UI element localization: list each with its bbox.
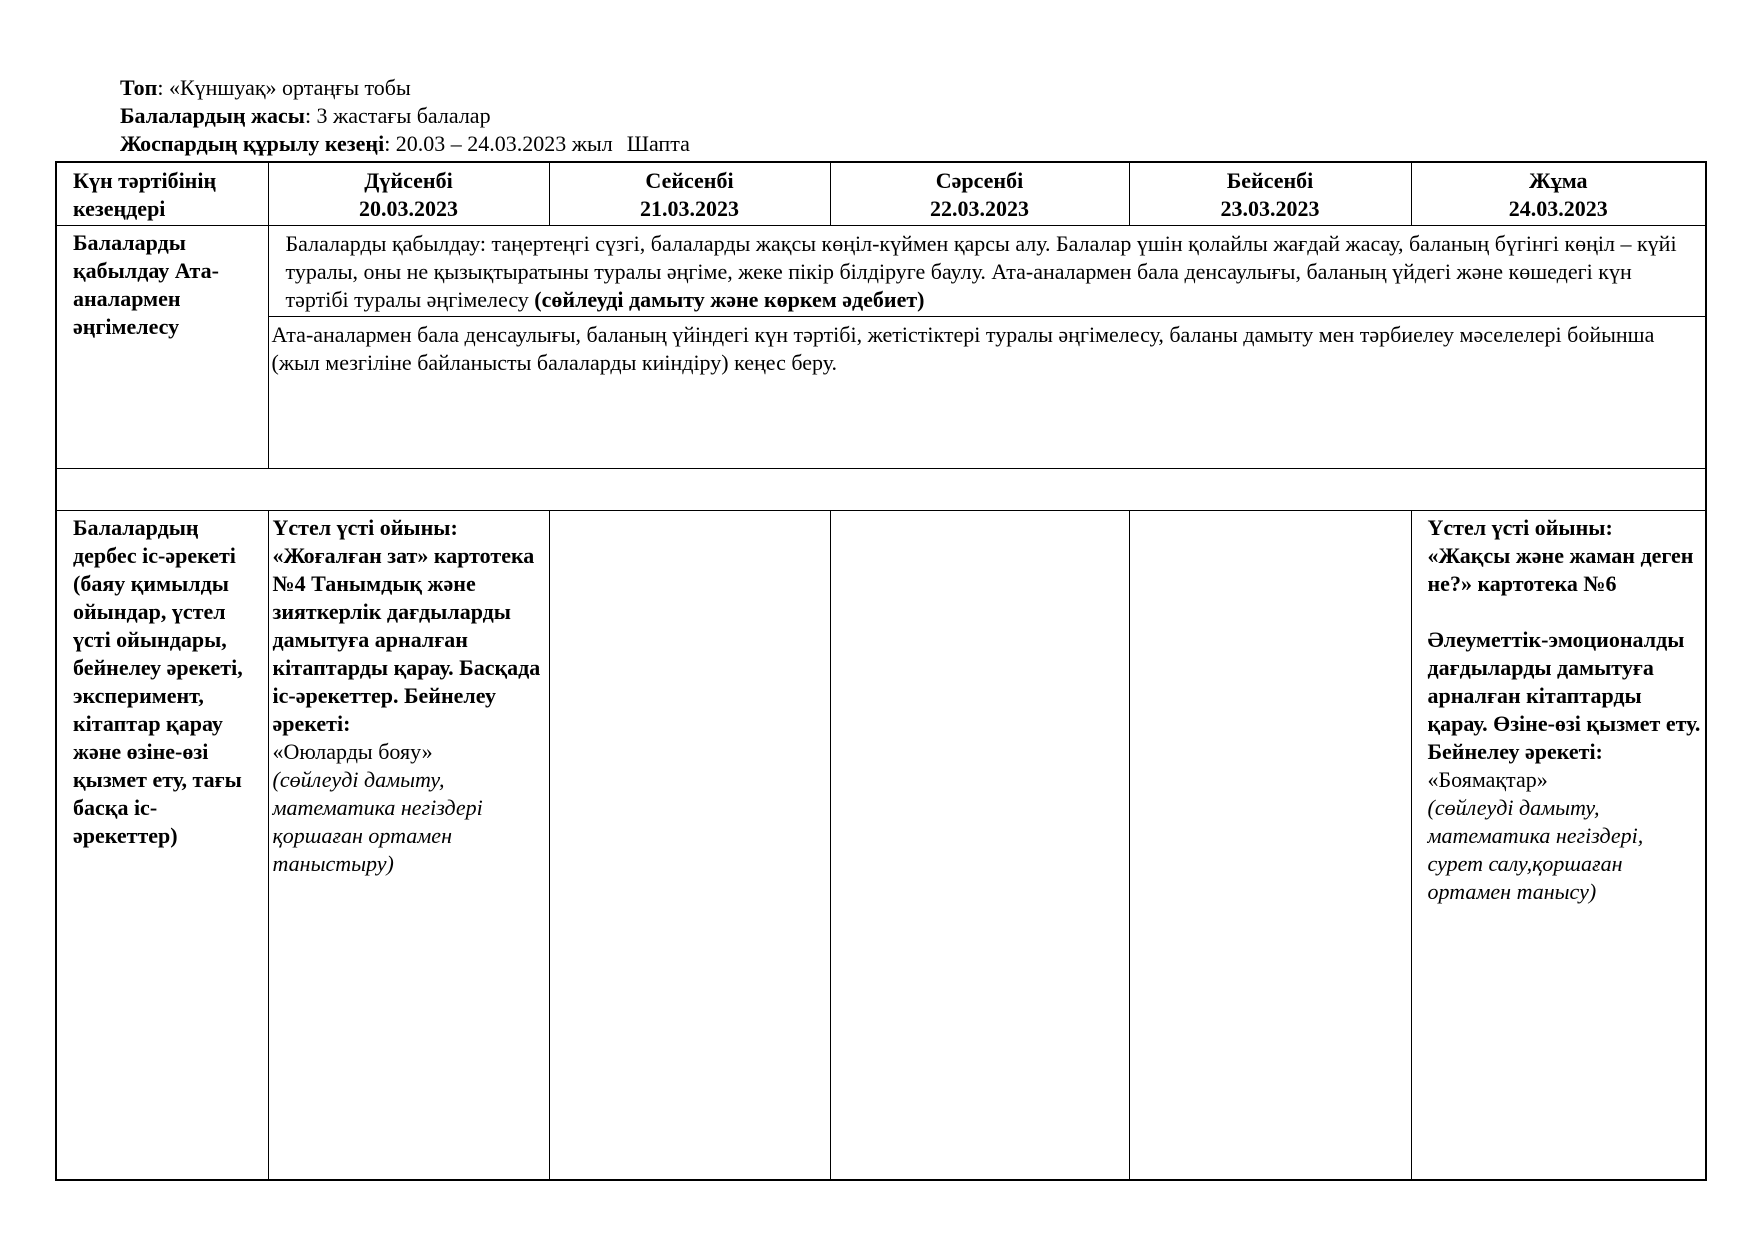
activity-label: Балалардың дербес іс-әрекеті (баяу қимылды ойындар, үстел үсті ойындары, бейнелеу әрекеті, эксперимент, кітаптар қарау және өзіне-өзі қызмет ету, тағы басқа іс-әрекеттер) [56,511,268,1180]
group-value: : «Күншуақ» ортаңғы тобы [157,75,411,100]
age-value: : 3 жастағы балалар [304,103,491,128]
reception-text-a: Балаларды қабылдау: таңертеңгі сүзгі, балаларды жақсы көңіл-күймен қарсы алу. Балалар үшін қолайлы жағдай жасау, баланың бүгінгі көңіл – күйі туралы, оны не қызықтыратыны туралы әңгіме, жеке пікір білдіруге баулу. Ата-аналармен бала денсаулығы, баланың үйдегі және көшедегі күн тәртібі туралы әңгімелесу (сөйлеуді дамыту және көркем әдебиет) [269,226,1706,317]
day-header-tuesday: Сейсенбі 21.03.2023 [549,162,830,226]
day-header-friday: Жұма 24.03.2023 [1411,162,1706,226]
reception-content [268,226,1706,469]
reception-row [56,226,1706,469]
activity-tuesday [549,511,830,1180]
period-value: : 20.03 – 24.03.2023 жыл [384,131,613,156]
teacher-name: Шапта [626,131,690,156]
period-label: Жоспардың құрылу кезеңі [120,131,385,156]
age-label: Балалардың жасы [120,103,305,128]
weekly-plan-table [55,161,1707,1181]
activity-thursday [1129,511,1411,1180]
activity-wednesday [830,511,1129,1180]
day-header-monday: Дүйсенбі 20.03.2023 [268,162,549,226]
group-line [120,74,690,102]
activity-row [56,511,1706,1180]
day-header-thursday: Бейсенбі 23.03.2023 [1129,162,1411,226]
spacer-cell [56,469,1706,511]
period-line [120,130,690,158]
activity-friday: Үстел үсті ойыны: «Жақсы және жаман деген не?» картотека №6 Әлеуметтік-эмоционалды дағдыларды дамытуға арналған кітаптарды қарау. Өзіне-өзі қызмет ету. Бейнелеу әрекеті: «Боямақтар» (сөйлеуді дамыту, математика негіздері, сурет салу,қоршаған ортамен танысу) [1411,511,1706,1180]
spacer-row [56,469,1706,511]
document-header [120,74,690,158]
age-line [120,102,690,130]
day-header-wednesday: Сәрсенбі 22.03.2023 [830,162,1129,226]
reception-text-b: Ата-аналармен бала денсаулығы, баланың үйіндегі күн тәртібі, жетістіктері туралы әңгімелесу, баланы дамыту мен тәрбиелеу мәселелері бойынша (жыл мезгіліне байланысты балаларды киіндіру) кеңес беру. [271,322,1655,375]
reception-label: Балаларды қабылдау Ата-аналармен әңгімелесу [56,226,268,469]
header-row [56,162,1706,226]
group-label: Топ [120,75,158,100]
corner-header: Күн тәртібінің кезеңдері [56,162,268,226]
activity-monday: Үстел үсті ойыны: «Жоғалған зат» картотека №4 Танымдық және зияткерлік дағдыларды дамытуға арналған кітаптарды қарау. Басқада іс-әрекеттер. Бейнелеу әрекеті: «Оюларды бояу» (сөйлеуді дамыту, математика негіздері қоршаған ортамен таныстыру) [268,511,549,1180]
